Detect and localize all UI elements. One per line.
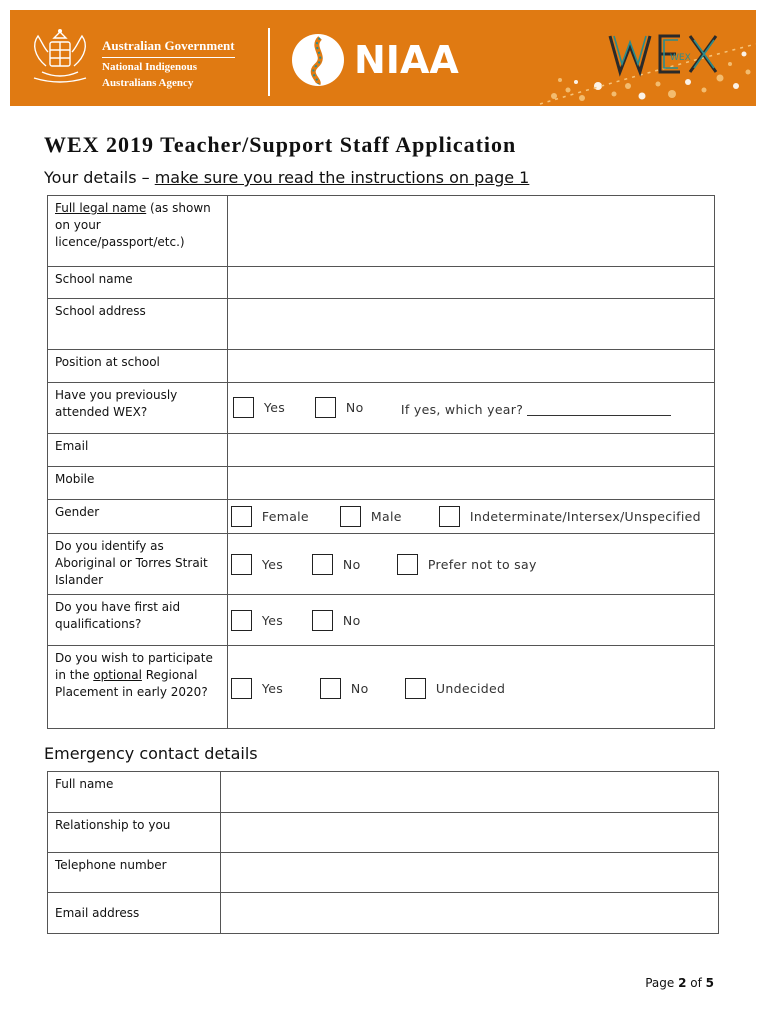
emergency-full-name-field[interactable] bbox=[220, 772, 718, 813]
header-banner bbox=[10, 10, 756, 106]
identify-prefer-label: Prefer not to say bbox=[427, 557, 537, 572]
page-current: 2 bbox=[678, 976, 687, 990]
gender-female-label: Female bbox=[261, 509, 309, 524]
table-row bbox=[48, 813, 719, 853]
position-field[interactable] bbox=[227, 350, 714, 383]
wex-wordmark: WEX bbox=[670, 53, 691, 63]
page-number bbox=[645, 976, 714, 990]
emergency-email-field[interactable] bbox=[220, 893, 718, 934]
emergency-contact-heading: Emergency contact details bbox=[44, 744, 258, 763]
regional-placement-label bbox=[48, 646, 228, 729]
emergency-full-name-label: Full name bbox=[48, 772, 221, 813]
niaa-wordmark: NIAA bbox=[354, 38, 459, 82]
identify-options bbox=[227, 534, 714, 595]
position-label: Position at school bbox=[48, 350, 228, 383]
page-title: WEX 2019 Teacher/Support Staff Application bbox=[44, 132, 517, 157]
gender-male-checkbox[interactable] bbox=[340, 506, 361, 527]
page-label: Page bbox=[645, 976, 679, 990]
previous-wex-year-field[interactable] bbox=[527, 404, 671, 416]
gender-label: Gender bbox=[48, 500, 228, 534]
emergency-contact-table bbox=[47, 771, 719, 934]
regional-placement-label-pre: Do you wish to participate in the bbox=[55, 651, 213, 682]
gender-other-checkbox[interactable] bbox=[439, 506, 460, 527]
school-address-field[interactable] bbox=[227, 299, 714, 350]
first-aid-label: Do you have first aid qualifications? bbox=[48, 595, 228, 646]
regional-placement-label-optional: optional bbox=[93, 668, 142, 682]
table-row bbox=[48, 500, 715, 534]
your-details-heading bbox=[44, 168, 529, 187]
regional-no-label: No bbox=[350, 681, 369, 696]
identify-no-checkbox[interactable] bbox=[312, 554, 333, 575]
regional-undecided-label: Undecided bbox=[435, 681, 506, 696]
emergency-telephone-field[interactable] bbox=[220, 853, 718, 893]
identify-yes-checkbox[interactable] bbox=[231, 554, 252, 575]
table-row bbox=[48, 595, 715, 646]
legal-name-label-rest: (as shown on your licence/passport/etc.) bbox=[55, 201, 211, 249]
first-aid-yes-label: Yes bbox=[261, 613, 284, 628]
gender-male-label: Male bbox=[370, 509, 402, 524]
gender-female-checkbox[interactable] bbox=[231, 506, 252, 527]
school-name-field[interactable] bbox=[227, 267, 714, 299]
school-name-label: School name bbox=[48, 267, 228, 299]
government-title: Australian Government bbox=[102, 38, 235, 58]
coat-of-arms-icon bbox=[24, 26, 96, 88]
page-total: 5 bbox=[705, 976, 714, 990]
legal-name-label bbox=[48, 196, 228, 267]
regional-yes-label: Yes bbox=[261, 681, 284, 696]
previous-wex-year-label: If yes, which year? bbox=[400, 402, 524, 417]
regional-yes-checkbox[interactable] bbox=[231, 678, 252, 699]
table-row bbox=[48, 467, 715, 500]
email-field[interactable] bbox=[227, 434, 714, 467]
legal-name-label-underlined: Full legal name bbox=[55, 201, 147, 215]
table-row bbox=[48, 383, 715, 434]
school-address-label: School address bbox=[48, 299, 228, 350]
mobile-label: Mobile bbox=[48, 467, 228, 500]
emergency-email-label: Email address bbox=[48, 893, 221, 934]
table-row bbox=[48, 350, 715, 383]
your-details-table bbox=[47, 195, 715, 729]
australian-government-logo bbox=[24, 24, 235, 94]
first-aid-options bbox=[227, 595, 714, 646]
instructions-link[interactable]: make sure you read the instructions on page 1 bbox=[154, 168, 530, 187]
logo-divider bbox=[268, 28, 270, 96]
table-row bbox=[48, 772, 719, 813]
page-of-label: of bbox=[686, 976, 706, 990]
first-aid-no-checkbox[interactable] bbox=[312, 610, 333, 631]
table-row bbox=[48, 646, 715, 729]
identify-label: Do you identify as Aboriginal or Torres Strait Islander bbox=[48, 534, 228, 595]
emergency-telephone-label: Telephone number bbox=[48, 853, 221, 893]
previous-wex-yes-label: Yes bbox=[263, 400, 286, 415]
previous-wex-no-label: No bbox=[345, 400, 364, 415]
table-row bbox=[48, 267, 715, 299]
wex-logo bbox=[530, 24, 756, 106]
previous-wex-no-checkbox[interactable] bbox=[315, 397, 336, 418]
regional-no-checkbox[interactable] bbox=[320, 678, 341, 699]
table-row bbox=[48, 299, 715, 350]
first-aid-no-label: No bbox=[342, 613, 361, 628]
identify-no-label: No bbox=[342, 557, 361, 572]
first-aid-yes-checkbox[interactable] bbox=[231, 610, 252, 631]
previous-wex-label: Have you previously attended WEX? bbox=[48, 383, 228, 434]
emergency-relationship-label: Relationship to you bbox=[48, 813, 221, 853]
gender-other-label: Indeterminate/Intersex/Unspecified bbox=[469, 509, 701, 524]
gender-options bbox=[227, 500, 714, 534]
table-row bbox=[48, 434, 715, 467]
previous-wex-options bbox=[227, 383, 714, 434]
agency-name-line2: Australians Agency bbox=[102, 77, 194, 89]
emergency-relationship-field[interactable] bbox=[220, 813, 718, 853]
table-row bbox=[48, 196, 715, 267]
regional-undecided-checkbox[interactable] bbox=[405, 678, 426, 699]
regional-placement-options bbox=[227, 646, 714, 729]
identify-yes-label: Yes bbox=[261, 557, 284, 572]
table-row bbox=[48, 534, 715, 595]
mobile-field[interactable] bbox=[227, 467, 714, 500]
table-row bbox=[48, 893, 719, 934]
table-row bbox=[48, 853, 719, 893]
regional-placement-label-post: Regional Placement in early 2020? bbox=[55, 668, 208, 699]
identify-prefer-checkbox[interactable] bbox=[397, 554, 418, 575]
your-details-heading-prefix: Your details – bbox=[44, 168, 155, 187]
email-label: Email bbox=[48, 434, 228, 467]
agency-name-line1: National Indigenous bbox=[102, 61, 198, 73]
niaa-emblem-icon bbox=[290, 32, 346, 88]
legal-name-field[interactable] bbox=[227, 196, 714, 267]
previous-wex-yes-checkbox[interactable] bbox=[233, 397, 254, 418]
